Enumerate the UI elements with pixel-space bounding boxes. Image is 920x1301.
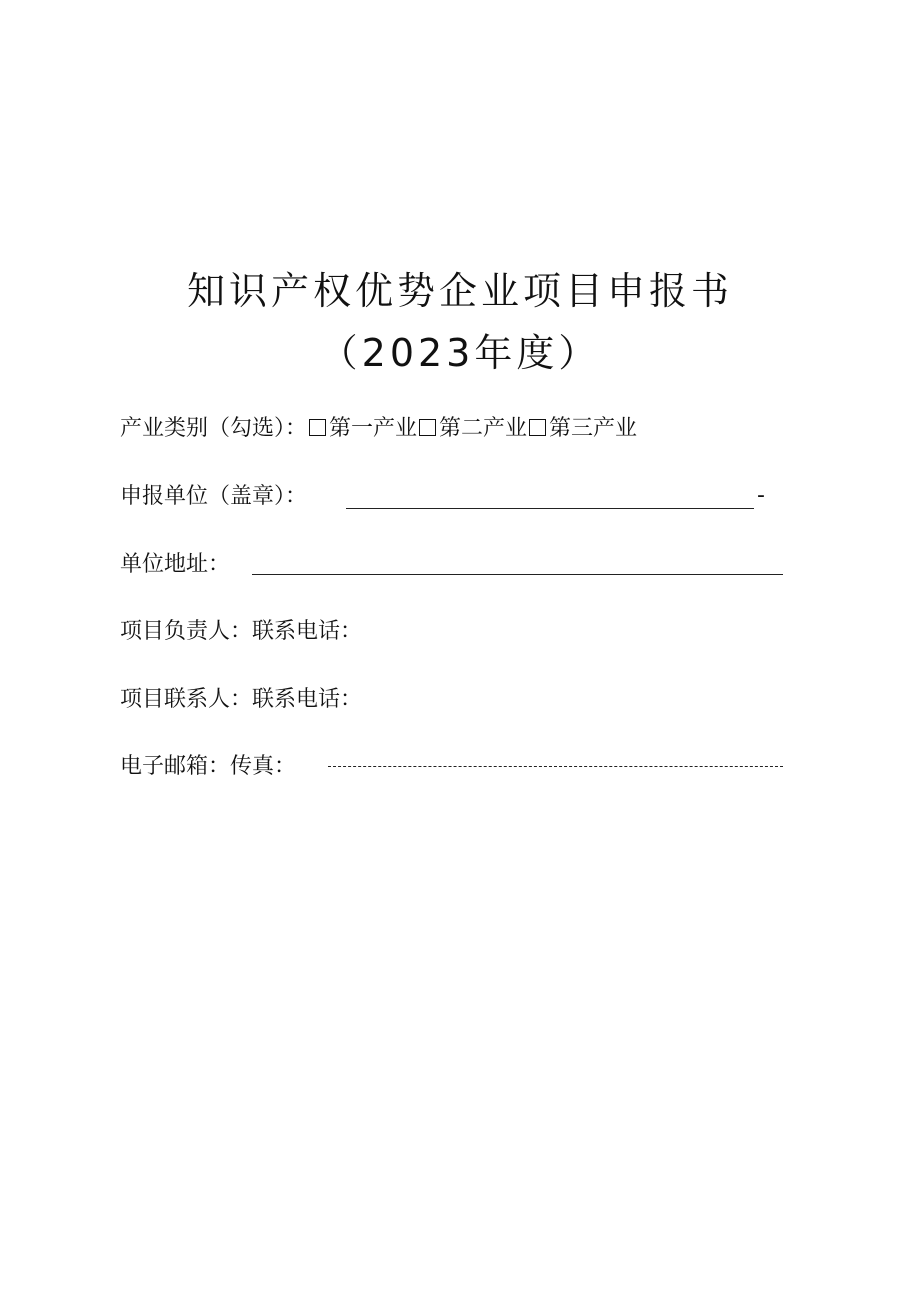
- project-lead-phone-label: 联系电话：: [252, 619, 363, 644]
- industry-option-primary[interactable]: 第一产业: [307, 413, 417, 445]
- project-contact-label: 项目联系人：: [120, 687, 253, 712]
- fax-input-line[interactable]: [328, 766, 783, 767]
- industry-option-tertiary[interactable]: 第三产业: [527, 413, 637, 445]
- applicant-input-line[interactable]: [346, 508, 754, 509]
- applicant-trail-mark: -: [757, 483, 765, 508]
- project-lead-row: [120, 616, 362, 648]
- industry-category-label: 产业类别（勾选）：: [120, 416, 308, 441]
- applicant-row: [120, 481, 307, 513]
- fax-label: 传真：: [230, 754, 297, 779]
- document-title: 知识产权优势企业项目申报书: [186, 269, 733, 313]
- email-label: 电子邮箱：: [120, 754, 231, 779]
- project-contact-row: [120, 684, 362, 716]
- checkbox-icon[interactable]: [309, 419, 326, 436]
- email-fax-row: [120, 751, 296, 783]
- checkbox-icon[interactable]: [419, 419, 436, 436]
- project-lead-label: 项目负责人：: [120, 619, 253, 644]
- project-contact-phone-label: 联系电话：: [252, 687, 363, 712]
- address-label: 单位地址：: [120, 552, 231, 577]
- address-row: [120, 549, 230, 581]
- industry-option-secondary[interactable]: 第二产业: [417, 413, 527, 445]
- applicant-label: 申报单位（盖章）：: [120, 484, 308, 509]
- checkbox-icon[interactable]: [529, 419, 546, 436]
- document-year: （2023年度）: [319, 331, 601, 375]
- address-input-line[interactable]: [252, 574, 783, 575]
- industry-category-row: [120, 413, 637, 445]
